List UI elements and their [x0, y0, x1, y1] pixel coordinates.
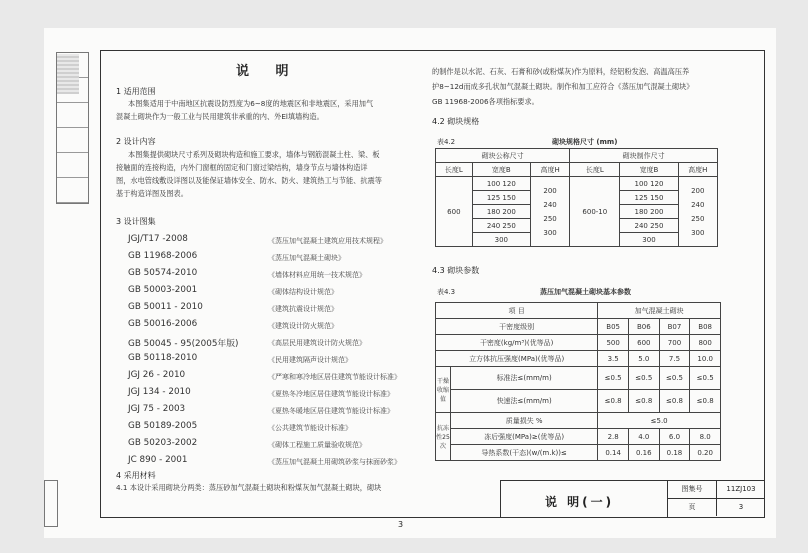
page-number: 3	[398, 520, 404, 529]
standard-desc: 《严寒和寒冷地区居住建筑节能设计标准》	[268, 373, 401, 381]
table-2-cell: ≤0.5	[690, 367, 721, 390]
table-2-cell: 2.8	[598, 429, 629, 445]
table-2-cell: 7.5	[659, 351, 690, 367]
right-line3: GB 11968-2006各项指标要求。	[432, 97, 539, 106]
standard-code: GB 11968-2006	[128, 251, 198, 261]
table-1-length-actual: 600-10	[570, 177, 620, 247]
table-1-length-nominal: 600	[436, 177, 473, 247]
standard-code: GB 50203-2002	[128, 438, 198, 448]
right-line2: 护8~12d而成多孔状加气混凝土砌块。制作和加工应符合《蒸压加气混凝土砌块》	[432, 82, 694, 91]
section-2-line2: 接触面的连接构造，内外门窗框的固定和门窗过梁结构，墙身节点与墙体构造详	[116, 163, 368, 172]
table-1-width-cell: 240 250	[620, 219, 678, 233]
table-1-col-length: 长度L	[436, 163, 473, 177]
table-2-side-dry: 干燥收缩值	[436, 367, 451, 413]
table-2-cell: ≤0.5	[598, 367, 629, 390]
standard-code: JC 890 - 2001	[128, 455, 188, 465]
atlas-no-value: 11ZJ103	[726, 485, 756, 493]
table-2-label: 表4.3	[437, 288, 456, 296]
title-block	[500, 480, 764, 517]
table-2-cell: 0.14	[598, 445, 629, 461]
standard-code: GB 50118-2010	[128, 353, 198, 363]
standard-desc: 《砌体工程施工质量验收规范》	[268, 441, 366, 449]
standard-desc: 《民用建筑隔声设计规范》	[268, 356, 352, 364]
table-2-cell: 0.18	[659, 445, 690, 461]
section-4-line1: 4.1 本设计采用砌块分两类：蒸压砂加气混凝土砌块和粉煤灰加气混凝土砌块，砌块	[116, 483, 382, 492]
page-label: 页	[668, 499, 717, 516]
standard-desc: 《墙体材料应用统一技术规范》	[268, 271, 366, 279]
table-2-cell: 5.0	[628, 351, 659, 367]
page-heading: 说 明	[236, 64, 300, 79]
table-1-width-cell: 300	[472, 233, 530, 247]
standard-code: GB 50003-2001	[128, 285, 198, 295]
standard-code: GB 50016-2006	[128, 319, 198, 329]
section-2-line4: 基于构造详图及图表。	[116, 189, 188, 198]
table-2-row-label: 立方体抗压强度(MPa)(优等品)	[436, 351, 598, 367]
table-2-col-item: 项 目	[436, 303, 598, 319]
section-4-3-title: 4.3 砌块参数	[432, 266, 480, 275]
standard-desc: 《夏热冬冷地区居住建筑节能设计标准》	[268, 390, 394, 398]
binding-strip	[44, 480, 58, 527]
table-2-row-label: 冻后强度(MPa)≥(优等品)	[451, 429, 598, 445]
table-2-cell: 500	[598, 335, 629, 351]
page-value: 3	[738, 503, 744, 511]
block-parameter-table	[435, 302, 721, 461]
table-2-row-label: 快速法≤(mm/m)	[451, 390, 598, 413]
standard-code: GB 50045 - 95(2005年版)	[128, 339, 239, 349]
standard-code: JGJ 26 - 2010	[128, 370, 186, 380]
table-2-cell: 0.16	[628, 445, 659, 461]
table-2-cell: 3.5	[598, 351, 629, 367]
standard-desc: 《蒸压加气混凝土砌块》	[268, 254, 345, 262]
table-2-title: 蒸压加气混凝土砌块基本参数	[540, 288, 631, 296]
table-2-cell: ≤0.8	[659, 390, 690, 413]
standard-desc: 《蒸压加气混凝土用砌筑砂浆与抹面砂浆》	[268, 458, 401, 466]
table-1-width-cell: 125 150	[472, 191, 530, 205]
section-1-line1: 本图集适用于中南地区抗震设防烈度为6~8度的地震区和非地震区，采用加气	[128, 99, 374, 108]
stamp-mark	[57, 54, 79, 94]
section-4-2-title: 4.2 砌块规格	[432, 117, 480, 126]
standard-desc: 《公共建筑节能设计标准》	[268, 424, 352, 432]
table-2-cell: B07	[659, 319, 690, 335]
table-2-row-label: 干密度级别	[436, 319, 598, 335]
section-2-line1: 本图集提供砌块尺寸系列及砌块构造和施工要求，墙体与钢筋混凝土柱、梁、板	[128, 150, 380, 159]
section-1-title: 1 适用范围	[116, 87, 156, 96]
table-2-cell: ≤0.8	[628, 390, 659, 413]
standard-desc: 《建筑抗震设计规范》	[268, 305, 338, 313]
table-2-cell: B05	[598, 319, 629, 335]
table-2-row-label: 导热系数(干态)(w/(m.k))≤	[451, 445, 598, 461]
table-1-title: 砌块规格尺寸 (mm)	[552, 138, 618, 146]
standard-code: JGJ/T17 -2008	[128, 234, 188, 244]
block-size-table	[435, 148, 718, 247]
table-1-width-cell: 100 120	[620, 177, 678, 191]
section-2-line3: 图，水电管线敷设详图以及能保证墙体安全、防水、防火、建筑热工与节能、抗震等	[116, 176, 382, 185]
table-1-heights: 200 240 250 300	[678, 177, 717, 247]
table-1-col-width: 宽度B	[472, 163, 530, 177]
table-2-cell: 0.20	[690, 445, 721, 461]
standard-code: GB 50574-2010	[128, 268, 198, 278]
table-1-heights: 200 240 250 300	[530, 177, 569, 247]
section-2-title: 2 设计内容	[116, 137, 156, 146]
standard-desc: 《建筑设计防火规范》	[268, 322, 338, 330]
table-2-cell: 4.0	[628, 429, 659, 445]
standard-code: JGJ 75 - 2003	[128, 404, 186, 414]
table-2-cell: 700	[659, 335, 690, 351]
table-1-width-cell: 125 150	[620, 191, 678, 205]
section-4-title: 4 采用材料	[116, 471, 156, 480]
table-1-group-nominal: 砌块公称尺寸	[436, 149, 570, 163]
table-2-cell: 800	[690, 335, 721, 351]
standard-code: JGJ 134 - 2010	[128, 387, 191, 397]
table-2-row-label: 标准法≤(mm/m)	[451, 367, 598, 390]
standard-code: GB 50189-2005	[128, 421, 198, 431]
standard-code: GB 50011 - 2010	[128, 302, 203, 312]
title-block-title: 说 明(一)	[545, 495, 615, 509]
table-1-width-cell: 100 120	[472, 177, 530, 191]
table-1-col-height: 高度H	[678, 163, 717, 177]
standard-desc: 《蒸压加气混凝土建筑应用技术规程》	[268, 237, 387, 245]
standard-desc: 《砌体结构设计规范》	[268, 288, 338, 296]
table-1-col-length: 长度L	[570, 163, 620, 177]
table-1-width-cell: 180 200	[620, 205, 678, 219]
table-2-col-group: 加气混凝土砌块	[598, 303, 721, 319]
table-2-cell: ≤0.5	[659, 367, 690, 390]
table-1-width-cell: 240 250	[472, 219, 530, 233]
standard-desc: 《夏热冬暖地区居住建筑节能设计标准》	[268, 407, 394, 415]
table-1-width-cell: 180 200	[472, 205, 530, 219]
title-block-cells	[667, 481, 765, 517]
table-2-row-label: 质量损失 %	[451, 413, 598, 429]
table-2-cell: ≤0.8	[690, 390, 721, 413]
table-2-cell: ≤0.5	[628, 367, 659, 390]
table-2-cell: 600	[628, 335, 659, 351]
section-1-line2: 混凝土砌块作为一般工业与民用建筑非承重的内、外El填墙构造。	[116, 112, 324, 121]
table-2-cell: ≤0.8	[598, 390, 629, 413]
table-1-group-actual: 砌块制作尺寸	[570, 149, 718, 163]
table-2-row-label: 干密度(kg/m³)(优等品)	[436, 335, 598, 351]
table-1-col-width: 宽度B	[620, 163, 678, 177]
table-2-cell: 8.0	[690, 429, 721, 445]
table-2-cell: 6.0	[659, 429, 690, 445]
table-1-width-cell: 300	[620, 233, 678, 247]
table-2-cell: B06	[628, 319, 659, 335]
table-2-cell: B08	[690, 319, 721, 335]
table-2-side-frost: 抗冻性25次	[436, 413, 451, 461]
table-1-label: 表4.2	[437, 138, 456, 146]
table-2-cell: ≤5.0	[598, 413, 721, 429]
atlas-no-label: 图集号	[668, 481, 717, 498]
standard-desc: 《高层民用建筑设计防火规范》	[268, 339, 366, 347]
table-2-cell: 10.0	[690, 351, 721, 367]
section-3-title: 3 设计图集	[116, 217, 156, 226]
right-line1: 的制作是以水泥、石灰、石膏和砂(或粉煤灰)作为原料，经铝粉发泡、高温高压养	[432, 67, 690, 76]
table-1-col-height: 高度H	[530, 163, 569, 177]
